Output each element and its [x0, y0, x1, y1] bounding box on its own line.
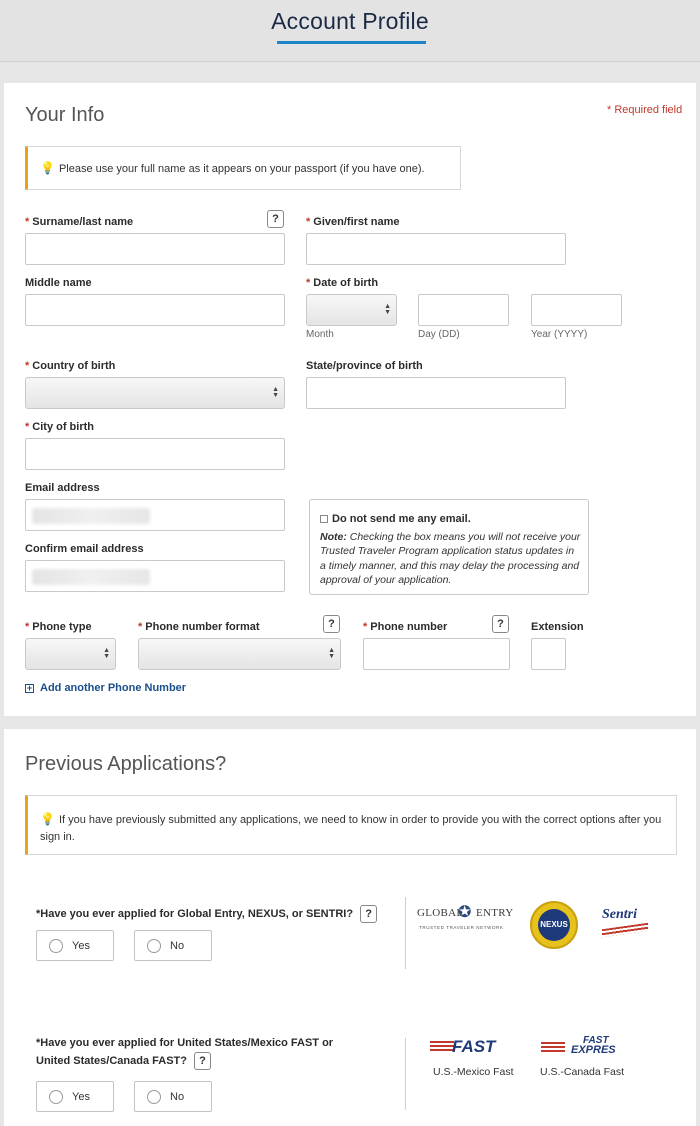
- nexus-logo: NEXUS: [530, 901, 578, 949]
- your-info-section: [4, 83, 696, 716]
- page-title: Account Profile: [271, 8, 429, 34]
- phone-number-input[interactable]: [363, 638, 510, 670]
- previous-applications-section: [4, 729, 696, 1126]
- phone-type-select[interactable]: [25, 638, 116, 670]
- no-email-option[interactable]: Do not send me any email.: [320, 513, 471, 525]
- no-email-box: [309, 499, 589, 595]
- given-name-label: * Given/first name: [306, 216, 400, 228]
- us-canada-caption: U.S.-Canada Fast: [540, 1066, 625, 1078]
- select-arrows-icon: ▲ ▼: [328, 647, 335, 660]
- flag-stripes: [541, 1042, 565, 1054]
- given-name-input[interactable]: [306, 233, 566, 265]
- previous-info-box: [25, 795, 677, 855]
- q-fast: *Have you ever applied for United States/Mexico FAST or United States/Canada FAST? ?: [36, 1035, 356, 1070]
- extension-input[interactable]: [531, 638, 566, 670]
- no-email-checkbox[interactable]: [320, 515, 328, 523]
- q2-no-radio[interactable]: No: [134, 1081, 212, 1112]
- q1-no-radio[interactable]: No: [134, 930, 212, 961]
- passport-note-text: Please use your full name as it appears on your passport (if you have one).: [58, 163, 425, 175]
- confirm-email-input[interactable]: [25, 560, 285, 592]
- global-entry-logo: GLOBAL ✪ ENTRY TRUSTED TRAVELER NETWORK: [417, 904, 514, 930]
- phone-type-label: * Phone type: [25, 621, 92, 633]
- fast-express-logo: FAST EXPRES: [541, 1036, 631, 1062]
- add-phone-link[interactable]: + Add another Phone Number: [26, 682, 187, 694]
- phone-number-label: * Phone number: [363, 621, 448, 633]
- dob-day-input[interactable]: [418, 294, 509, 326]
- required-field-note: * Required field: [607, 104, 683, 116]
- plus-icon: +: [26, 682, 33, 693]
- dob-year-caption: Year (YYYY): [531, 329, 588, 340]
- radio-circle-icon: [49, 939, 63, 953]
- surname-help-button[interactable]: ?: [267, 210, 284, 228]
- q2-yes-radio[interactable]: Yes: [36, 1081, 114, 1112]
- state-input[interactable]: [306, 377, 566, 409]
- flag-stripes: [430, 1041, 454, 1053]
- flag-stripes: [602, 923, 648, 937]
- dob-month-caption: Month: [306, 329, 334, 340]
- phone-format-label: * Phone number format: [138, 621, 260, 633]
- fast-logo: FAST: [430, 1037, 520, 1061]
- select-arrows-icon: ▲ ▼: [384, 303, 391, 316]
- redacted-email: [32, 508, 150, 524]
- radio-circle-icon: [49, 1090, 63, 1104]
- dob-year-input[interactable]: [531, 294, 622, 326]
- email-label: Email address: [25, 482, 100, 494]
- surname-label: * Surname/last name: [25, 216, 134, 228]
- q2-help-button[interactable]: ?: [194, 1052, 211, 1070]
- sentri-logo: Sentri: [600, 907, 660, 941]
- state-label: State/province of birth: [306, 360, 423, 372]
- passport-info-box: [25, 146, 461, 190]
- dob-label: * Date of birth: [306, 277, 379, 289]
- phone-number-help-button[interactable]: ?: [492, 615, 509, 633]
- lightbulb-icon: 💡: [40, 161, 55, 175]
- country-label: * Country of birth: [25, 360, 116, 372]
- city-label: * City of birth: [25, 421, 94, 433]
- title-underline: [277, 41, 426, 44]
- select-arrows-icon: ▲ ▼: [272, 386, 279, 399]
- previous-note-text: If you have previously submitted any applications, we need to know in order to provide you with the correct options after you sign in.: [40, 814, 662, 843]
- previous-applications-title: Previous Applications?: [25, 753, 227, 775]
- logo-divider: [405, 897, 406, 969]
- q1-help-button[interactable]: ?: [360, 905, 377, 923]
- us-mexico-caption: U.S.-Mexico Fast: [433, 1066, 514, 1078]
- dob-month-select[interactable]: [306, 294, 397, 326]
- star-icon: ✪: [458, 904, 472, 921]
- radio-circle-icon: [147, 1090, 161, 1104]
- radio-circle-icon: [147, 939, 161, 953]
- q-global-entry: *Have you ever applied for Global Entry, NEXUS, or SENTRI? ?: [36, 905, 377, 923]
- logo-divider: [405, 1038, 406, 1110]
- email-input[interactable]: [25, 499, 285, 531]
- middle-name-label: Middle name: [25, 277, 92, 289]
- phone-format-help-button[interactable]: ?: [323, 615, 340, 633]
- select-arrows-icon: ▲ ▼: [103, 647, 110, 660]
- no-email-note: Note: Checking the box means you will not receive your Trusted Traveler Program application status updates in a timely manner, and this may delay the processing and approval of your application.: [320, 531, 581, 586]
- q1-yes-radio[interactable]: Yes: [36, 930, 114, 961]
- redacted-confirm-email: [32, 569, 150, 585]
- lightbulb-icon: 💡: [40, 812, 55, 826]
- middle-name-input[interactable]: [25, 294, 285, 326]
- confirm-email-label: Confirm email address: [25, 543, 144, 555]
- surname-input[interactable]: [25, 233, 285, 265]
- your-info-title: Your Info: [25, 104, 105, 126]
- extension-label: Extension: [531, 621, 584, 633]
- phone-format-select[interactable]: [138, 638, 341, 670]
- dob-day-caption: Day (DD): [418, 329, 460, 340]
- city-input[interactable]: [25, 438, 285, 470]
- country-select[interactable]: [25, 377, 285, 409]
- page-header: [0, 0, 700, 62]
